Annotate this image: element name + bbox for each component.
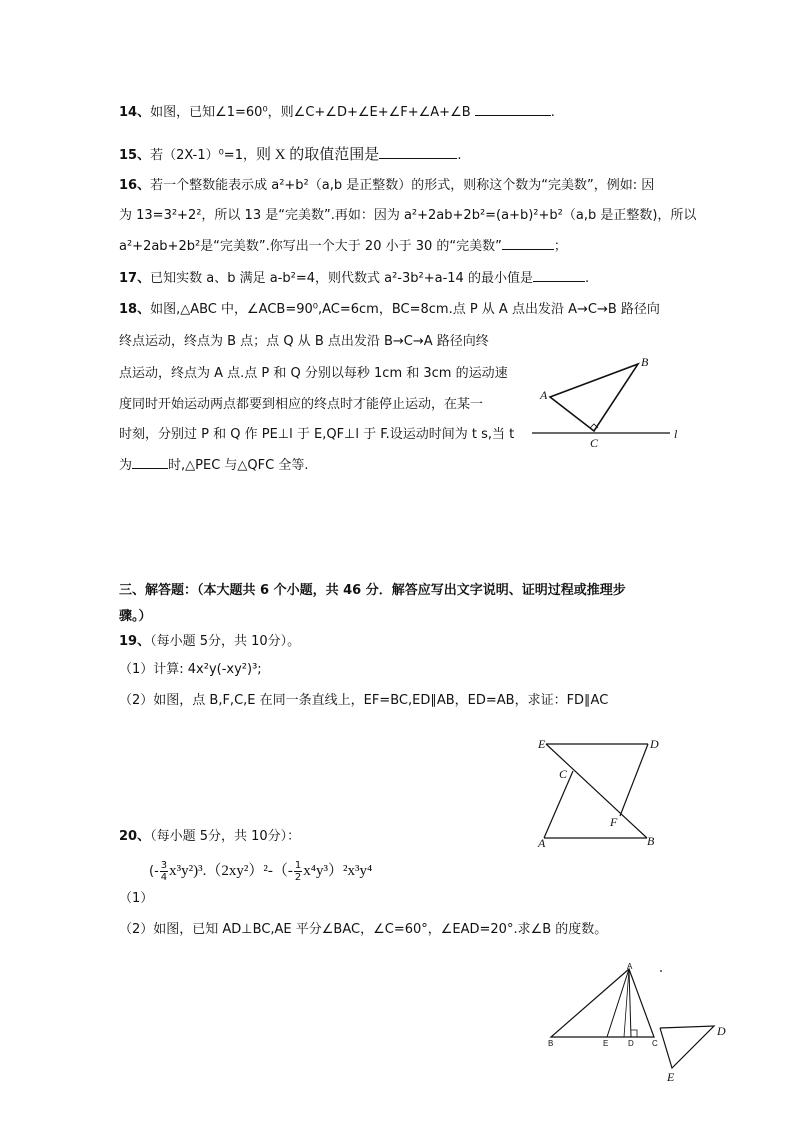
label-b: B — [647, 834, 655, 848]
answer-blank[interactable] — [475, 115, 551, 116]
question-14 — [119, 104, 555, 122]
dot-mark — [660, 970, 662, 972]
label-b: B — [548, 1039, 554, 1048]
question-number: 20、 — [119, 829, 151, 844]
fraction-numerator: 3 — [160, 860, 168, 871]
question-16-line-1 — [119, 177, 654, 195]
segment-ac — [544, 771, 573, 838]
question-text: a²+2ab+2b²是“完美数”.你写出一个大于 20 小于 30 的“完美数” — [119, 239, 502, 254]
question-end: ； — [553, 239, 567, 254]
question-text: 时,△PEC 与△QFC 全等. — [168, 458, 309, 473]
label-c: C — [559, 767, 568, 781]
question-19-part-1 — [119, 661, 262, 679]
question-text: 终点运动，终点为 B 点；点 Q 从 B 点出发沿 B→C→A 路径向终 — [119, 334, 489, 349]
question-18-line-5 — [119, 426, 514, 444]
question-text-large: 则 X 的取值范围是 — [255, 147, 380, 163]
label-c: C — [590, 436, 599, 450]
expr-part: (- — [149, 864, 159, 879]
question-text: 已知实数 a、b 满足 a-b²=4，则代数式 a²-3b²+a-14 的最小值是 — [150, 271, 533, 286]
question-text: 若一个整数能表示成 a²+b²（a,b 是正整数）的形式，则称这个数为“完美数”，例如: 因 — [150, 178, 655, 193]
question-text: 度同时开始运动两点都要到相应的终点时才能停止运动，在某一 — [119, 397, 484, 412]
label-a: A — [540, 388, 548, 402]
right-angle-mark — [631, 1030, 637, 1037]
question-17 — [119, 270, 589, 288]
question-20-part-1-expression — [119, 860, 373, 883]
segment-eb — [546, 744, 647, 838]
segment-inner — [624, 969, 629, 1037]
question-20 — [119, 828, 300, 846]
label-e: E — [603, 1039, 609, 1048]
label-d: D — [650, 737, 659, 751]
question-number: 15、 — [119, 148, 151, 163]
section-heading: 骤。） — [119, 609, 152, 624]
fraction-numerator: 1 — [294, 860, 302, 871]
label-e: E — [538, 737, 546, 751]
question-18-line-3 — [119, 365, 508, 383]
fraction-1-2 — [294, 860, 302, 883]
question-16-line-2 — [119, 207, 696, 225]
answer-blank[interactable] — [379, 158, 457, 159]
answer-blank[interactable] — [533, 281, 585, 282]
label-l: l — [674, 427, 678, 441]
question-end: . — [584, 271, 590, 286]
expr-part: x³y²)³.（2xy²）²-（- — [169, 863, 293, 879]
label-f: F — [610, 815, 618, 829]
question-number: 19、 — [119, 634, 151, 649]
question-text: （2）如图，已知 AD⊥BC,AE 平分∠BAC，∠C=60°，∠EAD=20°.求∠B 的度数。 — [119, 922, 608, 937]
label-d-small: D — [717, 1024, 726, 1038]
section-heading: 三、解答题：（本大题共 6 个小题，共 46 分．解答应写出文字说明、证明过程或推理步 — [119, 583, 626, 598]
parallel-figure-q19 — [530, 734, 670, 852]
question-text: 点运动，终点为 A 点.点 P 和 Q 分别以每秒 1cm 和 3cm 的运动速 — [119, 366, 508, 381]
triangle-figure-q20 — [544, 960, 734, 1088]
small-triangle — [660, 1026, 714, 1068]
label-b: B — [641, 355, 649, 369]
triangle-abc — [550, 364, 638, 431]
label-a: A — [538, 836, 546, 850]
question-end: . — [550, 105, 555, 120]
part-label: （1） — [119, 891, 154, 906]
question-16-line-3 — [119, 238, 567, 256]
answer-blank[interactable] — [132, 468, 168, 469]
fraction-3-4 — [160, 860, 168, 883]
fraction-denominator: 2 — [294, 872, 302, 883]
question-text: （2）如图，点 B,F,C,E 在同一条直线上，EF=BC,ED∥AB，ED=AB，求证：FD∥AC — [119, 693, 609, 708]
question-19-part-2 — [119, 692, 608, 710]
fraction-denominator: 4 — [160, 872, 168, 883]
question-text: （每小题 5分，共 10分）。 — [150, 634, 301, 649]
question-18-line-6 — [119, 457, 308, 475]
question-number: 14、 — [119, 105, 151, 120]
segment-df — [620, 744, 648, 816]
question-20-part-2 — [119, 921, 607, 939]
question-18-line-1 — [119, 301, 660, 319]
expr-part: x⁴y³）²x³y⁴ — [303, 863, 373, 879]
label-e-small: E — [667, 1070, 675, 1084]
math-expression — [149, 860, 373, 883]
question-text: （1）计算: 4x²y(-xy²)³; — [119, 662, 262, 677]
question-19 — [119, 633, 300, 651]
question-text: （每小题 5分，共 10分）： — [150, 829, 301, 844]
question-text: 若（2X-1）⁰=1， — [150, 148, 256, 163]
question-text: 如图，已知∠1=60⁰，则∠C+∠D+∠E+∠F+∠A+∠B — [150, 105, 471, 120]
triangle-abc — [551, 969, 654, 1037]
question-text: 时刻，分别过 P 和 Q 作 PE⊥l 于 E,QF⊥l 于 F.设运动时间为 t s,当 t — [119, 427, 515, 442]
answer-blank[interactable] — [502, 249, 554, 250]
question-text: 如图,△ABC 中，∠ACB=90⁰,AC=6cm，BC=8cm.点 P 从 A 点出发沿 A→C→B 路径向 — [150, 302, 660, 317]
question-20-part-1-label — [119, 890, 153, 908]
label-c: C — [652, 1039, 658, 1048]
question-number: 18、 — [119, 302, 151, 317]
question-18-line-2 — [119, 333, 489, 351]
label-d: D — [628, 1039, 634, 1048]
question-end: . — [457, 148, 462, 163]
question-number: 16、 — [119, 178, 151, 193]
triangle-abc-figure — [528, 352, 688, 452]
question-15 — [119, 146, 461, 165]
question-number: 17、 — [119, 271, 151, 286]
label-a: A — [627, 962, 633, 971]
question-text: 为 — [119, 458, 133, 473]
question-text: 为 13=3²+2²，所以 13 是“完美数”.再如：因为 a²+2ab+2b²=(a+b)²+b²（a,b 是正整数)，所以 — [119, 208, 697, 223]
section-3-heading-line-1 — [119, 582, 626, 600]
section-3-heading-line-2 — [119, 608, 152, 626]
question-18-line-4 — [119, 396, 483, 414]
segment-ad — [629, 969, 631, 1037]
